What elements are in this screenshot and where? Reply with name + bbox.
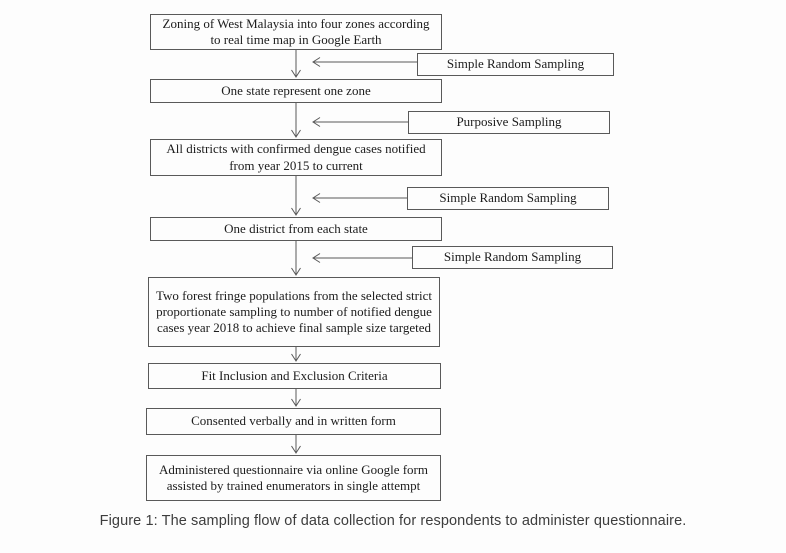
flow-box-forest-fringe	[148, 277, 440, 347]
flow-box-one-state	[150, 79, 442, 103]
flow-box-one-state-label: One state represent one zone	[221, 82, 371, 98]
arrow-srs-2	[313, 194, 407, 203]
flow-box-all-districts	[150, 139, 442, 176]
arrow-one-state-to-all-districts	[292, 103, 301, 137]
side-box-simple-random-sampling-2	[407, 187, 609, 210]
flow-box-one-district	[150, 217, 442, 241]
arrow-srs-3	[313, 254, 412, 263]
flow-box-questionnaire-label: Administered questionnaire via online Google form assisted by trained enumerators in single attempt	[159, 461, 428, 493]
side-box-simple-random-sampling-1	[417, 53, 614, 76]
arrow-srs-1	[313, 58, 417, 67]
flow-box-all-districts-label: All districts with confirmed dengue cases notified from year 2015 to current	[166, 141, 426, 173]
side-box-simple-random-sampling-1-label: Simple Random Sampling	[446, 56, 585, 72]
flow-box-zoning-label: Zoning of West Malaysia into four zones according to real time map in Google Earth	[162, 15, 430, 47]
arrow-purposive	[313, 118, 408, 127]
figure-caption: Figure 1: The sampling flow of data collection for respondents to administer questionnaire.	[99, 513, 687, 529]
flow-box-forest-fringe-label: Two forest fringe populations from the selected strict proportionate sampling to number of notified dengue cases year 2018 to achieve final sample size targeted	[156, 287, 432, 336]
flow-box-criteria	[148, 363, 441, 389]
flow-box-questionnaire	[146, 455, 441, 501]
flow-box-consent	[146, 408, 441, 435]
side-box-purposive-sampling	[408, 111, 610, 134]
arrow-consent-to-questionnaire	[292, 435, 301, 453]
arrow-forest-fringe-to-criteria	[292, 347, 301, 361]
arrow-criteria-to-consent	[292, 389, 301, 406]
flow-box-consent-label: Consented verbally and in written form	[191, 413, 396, 429]
arrow-all-districts-to-one-district	[292, 176, 301, 215]
side-box-simple-random-sampling-2-label: Simple Random Sampling	[439, 190, 577, 206]
flow-box-criteria-label: Fit Inclusion and Exclusion Criteria	[201, 367, 388, 383]
flow-box-zoning	[150, 14, 442, 50]
side-box-simple-random-sampling-3	[412, 246, 613, 269]
side-box-simple-random-sampling-3-label: Simple Random Sampling	[443, 249, 582, 265]
arrow-zoning-to-one-state	[292, 50, 301, 77]
side-box-purposive-sampling-label: Purposive Sampling	[456, 114, 562, 130]
arrow-one-district-to-forest-fringe	[292, 241, 301, 275]
flow-box-one-district-label: One district from each state	[224, 220, 368, 236]
